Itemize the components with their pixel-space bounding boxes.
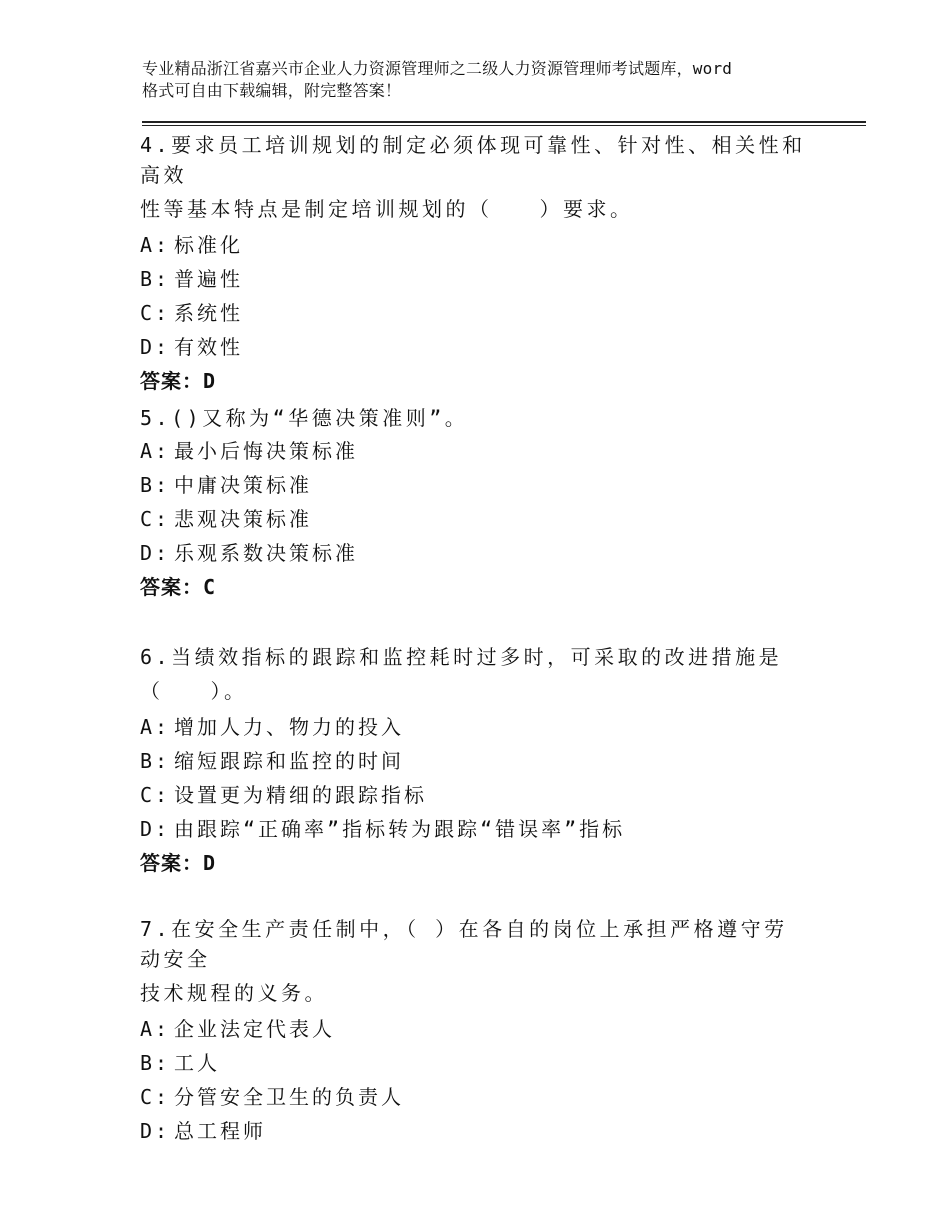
header-line-1: 专业精品浙江省嘉兴市企业人力资源管理师之二级人力资源管理师考试题库，word	[142, 59, 733, 78]
question-6-option-b[interactable]	[140, 744, 810, 778]
question-6-line-1: 6.当绩效指标的跟踪和监控耗时过多时，可采取的改进措施是	[140, 645, 783, 669]
option-text: 普遍性	[174, 267, 243, 291]
question-5-option-b[interactable]	[140, 468, 810, 502]
header-divider-thick	[142, 121, 866, 123]
question-5-option-d[interactable]	[140, 536, 810, 570]
option-text: 缩短跟踪和监控的时间	[174, 749, 404, 773]
question-4-option-a[interactable]	[140, 228, 810, 262]
option-key: D:	[140, 335, 171, 359]
option-text: 系统性	[174, 301, 243, 325]
option-text: 企业法定代表人	[174, 1017, 335, 1041]
question-7-line-2: 技术规程的义务。	[140, 981, 328, 1005]
option-key: D:	[140, 817, 171, 841]
question-6	[140, 642, 810, 880]
option-key: D:	[140, 541, 171, 565]
question-4-text	[140, 130, 810, 228]
option-key: A:	[140, 1017, 171, 1041]
question-4-option-c[interactable]	[140, 296, 810, 330]
option-key: D:	[140, 1119, 171, 1143]
question-6-option-a[interactable]	[140, 710, 810, 744]
question-7-option-d[interactable]	[140, 1114, 810, 1148]
option-key: C:	[140, 783, 171, 807]
option-key: A:	[140, 715, 171, 739]
option-text: 标准化	[174, 233, 243, 257]
option-key: B:	[140, 473, 171, 497]
option-text: 工人	[174, 1051, 220, 1075]
question-5-text	[140, 402, 810, 434]
option-text: 中庸决策标准	[174, 473, 312, 497]
option-text: 增加人力、物力的投入	[174, 715, 404, 739]
question-7-option-c[interactable]	[140, 1080, 810, 1114]
option-text: 设置更为精细的跟踪指标	[174, 783, 427, 807]
option-key: B:	[140, 749, 171, 773]
question-4-line-2: 性等基本特点是制定培训规划的（ ）要求。	[140, 197, 634, 221]
option-text: 悲观决策标准	[174, 507, 312, 531]
option-key: C:	[140, 507, 171, 531]
option-text: 乐观系数决策标准	[174, 541, 358, 565]
question-6-answer: 答案：D	[140, 851, 217, 875]
option-key: A:	[140, 233, 171, 257]
question-7	[140, 914, 810, 1148]
option-key: B:	[140, 1051, 171, 1075]
option-key: C:	[140, 1085, 171, 1109]
question-7-option-b[interactable]	[140, 1046, 810, 1080]
option-key: A:	[140, 439, 171, 463]
question-7-text	[140, 914, 810, 1012]
option-text: 有效性	[174, 335, 243, 359]
question-4-line-1: 4.要求员工培训规划的制定必须体现可靠性、针对性、相关性和高效	[140, 133, 806, 187]
question-5-answer: 答案：C	[140, 575, 217, 599]
question-6-option-c[interactable]	[140, 778, 810, 812]
option-key: B:	[140, 267, 171, 291]
question-5-line-1: 5.()又称为“华德决策准则”。	[140, 406, 469, 430]
question-4-option-d[interactable]	[140, 330, 810, 364]
question-7-line-1: 7.在安全生产责任制中，（ ）在各自的岗位上承担严格遵守劳动安全	[140, 917, 788, 971]
question-7-option-a[interactable]	[140, 1012, 810, 1046]
question-5-option-a[interactable]	[140, 434, 810, 468]
question-5	[140, 402, 810, 604]
option-text: 分管安全卫生的负责人	[174, 1085, 404, 1109]
header-divider-thin	[142, 125, 866, 126]
header-line-2: 格式可自由下载编辑，附完整答案！	[142, 81, 402, 100]
option-text: 最小后悔决策标准	[174, 439, 358, 463]
option-key: C:	[140, 301, 171, 325]
option-text: 由跟踪“正确率”指标转为跟踪“错误率”指标	[174, 817, 626, 841]
document-header	[142, 58, 842, 102]
question-6-line-2: （ ）。	[140, 679, 248, 703]
question-5-option-c[interactable]	[140, 502, 810, 536]
question-6-text	[140, 642, 810, 710]
option-text: 总工程师	[174, 1119, 266, 1143]
question-4	[140, 130, 810, 398]
question-4-option-b[interactable]	[140, 262, 810, 296]
question-6-option-d[interactable]	[140, 812, 810, 846]
question-4-answer: 答案：D	[140, 369, 217, 393]
